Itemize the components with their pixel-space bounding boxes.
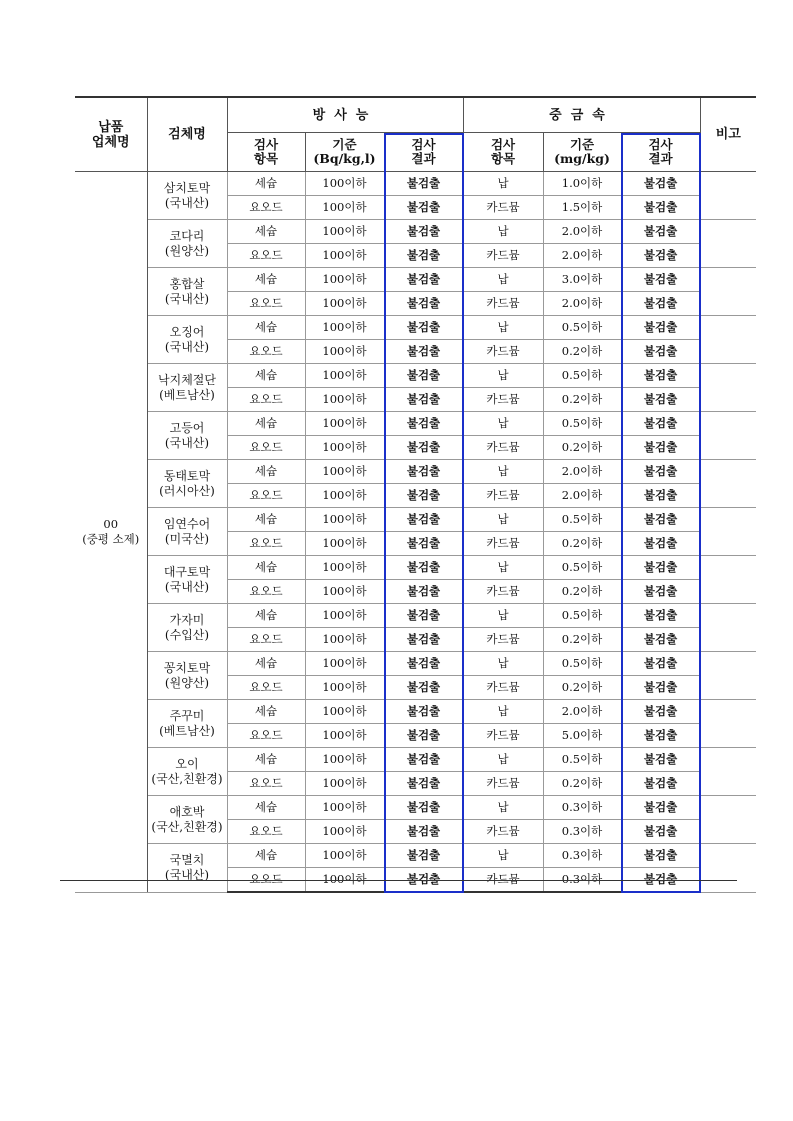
- metal-standard-cell: 0.2이하: [543, 628, 621, 652]
- rad-result-cell: 불검출: [384, 484, 463, 508]
- rad-result-cell: 불검출: [384, 748, 463, 772]
- metal-standard-cell: 0.2이하: [543, 436, 621, 460]
- rad-test-item-cell: 세슘: [227, 316, 305, 340]
- table-row: [75, 796, 756, 820]
- rad-test-item-cell: 세슘: [227, 796, 305, 820]
- rad-result-cell: 불검출: [384, 292, 463, 316]
- table-row: [75, 508, 756, 532]
- metal-test-item-cell: 납: [463, 700, 543, 724]
- rad-standard-cell: 100이하: [305, 436, 384, 460]
- rad-standard-cell: 100이하: [305, 868, 384, 893]
- metal-test-item-cell: 납: [463, 412, 543, 436]
- metal-test-item-cell: 카드뮴: [463, 244, 543, 268]
- rad-test-item-cell: 세슘: [227, 748, 305, 772]
- rad-test-item-cell: 요오드: [227, 676, 305, 700]
- inspection-results-table: [75, 96, 756, 893]
- rad-result-cell: 불검출: [384, 628, 463, 652]
- table-row: [75, 748, 756, 772]
- sample-name-cell: 낙지체절단 (베트남산): [147, 364, 227, 412]
- header-metal-test-item: 검사 항목: [463, 133, 543, 172]
- rad-result-cell: 불검출: [384, 580, 463, 604]
- rad-test-item-cell: 세슘: [227, 268, 305, 292]
- rad-result-cell: 불검출: [384, 556, 463, 580]
- remarks-cell: [700, 556, 756, 604]
- rad-standard-cell: 100이하: [305, 676, 384, 700]
- metal-result-cell: 불검출: [621, 868, 700, 893]
- metal-standard-cell: 2.0이하: [543, 244, 621, 268]
- bottom-rule: [60, 880, 737, 881]
- table-row: [75, 316, 756, 340]
- header-rad-test-item: 검사 항목: [227, 133, 305, 172]
- rad-result-cell: 불검출: [384, 772, 463, 796]
- header-supplier: 납품 업체명: [75, 97, 147, 172]
- rad-result-cell: 불검출: [384, 244, 463, 268]
- table-row: [75, 412, 756, 436]
- rad-standard-cell: 100이하: [305, 652, 384, 676]
- rad-test-item-cell: 요오드: [227, 340, 305, 364]
- metal-standard-cell: 1.0이하: [543, 172, 621, 196]
- rad-result-cell: 불검출: [384, 340, 463, 364]
- sample-name-cell: 오징어 (국내산): [147, 316, 227, 364]
- rad-result-cell: 불검출: [384, 316, 463, 340]
- metal-test-item-cell: 납: [463, 748, 543, 772]
- rad-test-item-cell: 세슘: [227, 172, 305, 196]
- rad-test-item-cell: 요오드: [227, 772, 305, 796]
- rad-result-cell: 불검출: [384, 724, 463, 748]
- metal-test-item-cell: 카드뮴: [463, 580, 543, 604]
- metal-result-cell: 불검출: [621, 364, 700, 388]
- rad-result-cell: 불검출: [384, 652, 463, 676]
- header-heavy-metal: 중금속: [463, 97, 700, 133]
- metal-standard-cell: 0.3이하: [543, 820, 621, 844]
- rad-result-cell: 불검출: [384, 700, 463, 724]
- metal-result-cell: 불검출: [621, 436, 700, 460]
- sample-name-cell: 애호박 (국산,친환경): [147, 796, 227, 844]
- sample-name-cell: 동태토막 (러시아산): [147, 460, 227, 508]
- rad-result-cell: 불검출: [384, 532, 463, 556]
- metal-standard-cell: 0.3이하: [543, 868, 621, 893]
- remarks-cell: [700, 316, 756, 364]
- sample-name-cell: 삼치토막 (국내산): [147, 172, 227, 220]
- metal-standard-cell: 0.2이하: [543, 340, 621, 364]
- rad-result-cell: 불검출: [384, 172, 463, 196]
- metal-test-item-cell: 카드뮴: [463, 820, 543, 844]
- metal-test-item-cell: 납: [463, 316, 543, 340]
- rad-test-item-cell: 요오드: [227, 436, 305, 460]
- metal-result-cell: 불검출: [621, 748, 700, 772]
- rad-result-cell: 불검출: [384, 268, 463, 292]
- rad-result-cell: 불검출: [384, 604, 463, 628]
- rad-standard-cell: 100이하: [305, 556, 384, 580]
- sample-name-cell: 가자미 (수입산): [147, 604, 227, 652]
- metal-test-item-cell: 납: [463, 220, 543, 244]
- rad-standard-cell: 100이하: [305, 316, 384, 340]
- rad-test-item-cell: 세슘: [227, 364, 305, 388]
- metal-test-item-cell: 카드뮴: [463, 676, 543, 700]
- table-row: [75, 268, 756, 292]
- rad-result-cell: 불검출: [384, 364, 463, 388]
- metal-standard-cell: 0.5이하: [543, 508, 621, 532]
- rad-standard-cell: 100이하: [305, 604, 384, 628]
- metal-result-cell: 불검출: [621, 340, 700, 364]
- metal-result-cell: 불검출: [621, 676, 700, 700]
- metal-test-item-cell: 카드뮴: [463, 292, 543, 316]
- rad-standard-cell: 100이하: [305, 292, 384, 316]
- rad-test-item-cell: 요오드: [227, 388, 305, 412]
- metal-test-item-cell: 카드뮴: [463, 772, 543, 796]
- metal-result-cell: 불검출: [621, 460, 700, 484]
- sample-name-cell: 홍합살 (국내산): [147, 268, 227, 316]
- rad-test-item-cell: 요오드: [227, 868, 305, 893]
- rad-test-item-cell: 요오드: [227, 628, 305, 652]
- metal-standard-cell: 5.0이하: [543, 724, 621, 748]
- metal-result-cell: 불검출: [621, 316, 700, 340]
- metal-test-item-cell: 카드뮴: [463, 532, 543, 556]
- results-table-body: [75, 172, 756, 893]
- metal-standard-cell: 2.0이하: [543, 700, 621, 724]
- rad-standard-cell: 100이하: [305, 772, 384, 796]
- rad-test-item-cell: 세슘: [227, 508, 305, 532]
- rad-standard-cell: 100이하: [305, 340, 384, 364]
- metal-result-cell: 불검출: [621, 508, 700, 532]
- metal-test-item-cell: 카드뮴: [463, 388, 543, 412]
- metal-test-item-cell: 납: [463, 604, 543, 628]
- rad-standard-cell: 100이하: [305, 388, 384, 412]
- metal-test-item-cell: 납: [463, 508, 543, 532]
- rad-test-item-cell: 요오드: [227, 244, 305, 268]
- metal-standard-cell: 0.5이하: [543, 412, 621, 436]
- metal-test-item-cell: 납: [463, 796, 543, 820]
- rad-standard-cell: 100이하: [305, 172, 384, 196]
- metal-standard-cell: 0.5이하: [543, 364, 621, 388]
- rad-standard-cell: 100이하: [305, 724, 384, 748]
- metal-standard-cell: 0.5이하: [543, 316, 621, 340]
- remarks-cell: [700, 844, 756, 893]
- sample-name-cell: 임연수어 (미국산): [147, 508, 227, 556]
- metal-result-cell: 불검출: [621, 700, 700, 724]
- metal-result-cell: 불검출: [621, 556, 700, 580]
- remarks-cell: [700, 748, 756, 796]
- metal-test-item-cell: 납: [463, 268, 543, 292]
- rad-standard-cell: 100이하: [305, 700, 384, 724]
- rad-test-item-cell: 세슘: [227, 220, 305, 244]
- remarks-cell: [700, 700, 756, 748]
- remarks-cell: [700, 364, 756, 412]
- metal-result-cell: 불검출: [621, 172, 700, 196]
- metal-result-cell: 불검출: [621, 604, 700, 628]
- rad-test-item-cell: 세슘: [227, 604, 305, 628]
- rad-standard-cell: 100이하: [305, 820, 384, 844]
- metal-standard-cell: 0.2이하: [543, 580, 621, 604]
- rad-result-cell: 불검출: [384, 676, 463, 700]
- sample-name-cell: 고등어 (국내산): [147, 412, 227, 460]
- rad-result-cell: 불검출: [384, 388, 463, 412]
- metal-standard-cell: 0.5이하: [543, 604, 621, 628]
- metal-test-item-cell: 카드뮴: [463, 436, 543, 460]
- metal-standard-cell: 1.5이하: [543, 196, 621, 220]
- metal-standard-cell: 0.2이하: [543, 388, 621, 412]
- rad-standard-cell: 100이하: [305, 796, 384, 820]
- metal-standard-cell: 0.2이하: [543, 532, 621, 556]
- table-row: [75, 220, 756, 244]
- metal-test-item-cell: 카드뮴: [463, 484, 543, 508]
- rad-standard-cell: 100이하: [305, 244, 384, 268]
- rad-test-item-cell: 세슘: [227, 700, 305, 724]
- rad-test-item-cell: 요오드: [227, 820, 305, 844]
- rad-test-item-cell: 세슘: [227, 844, 305, 868]
- rad-standard-cell: 100이하: [305, 460, 384, 484]
- table-row: [75, 556, 756, 580]
- inspection-results-document: [75, 96, 756, 893]
- metal-standard-cell: 0.3이하: [543, 796, 621, 820]
- metal-result-cell: 불검출: [621, 724, 700, 748]
- metal-standard-cell: 0.2이하: [543, 772, 621, 796]
- header-radioactivity: 방사능: [227, 97, 463, 133]
- remarks-cell: [700, 220, 756, 268]
- metal-result-cell: 불검출: [621, 412, 700, 436]
- metal-result-cell: 불검출: [621, 268, 700, 292]
- rad-result-cell: 불검출: [384, 820, 463, 844]
- rad-result-cell: 불검출: [384, 220, 463, 244]
- metal-result-cell: 불검출: [621, 772, 700, 796]
- metal-test-item-cell: 카드뮴: [463, 628, 543, 652]
- metal-test-item-cell: 카드뮴: [463, 196, 543, 220]
- header-metal-standard: 기준 (mg/kg): [543, 133, 621, 172]
- table-row: [75, 460, 756, 484]
- remarks-cell: [700, 460, 756, 508]
- sample-name-cell: 코다리 (원양산): [147, 220, 227, 268]
- metal-test-item-cell: 납: [463, 844, 543, 868]
- rad-test-item-cell: 요오드: [227, 724, 305, 748]
- sample-name-cell: 오이 (국산,친환경): [147, 748, 227, 796]
- metal-result-cell: 불검출: [621, 652, 700, 676]
- rad-test-item-cell: 요오드: [227, 532, 305, 556]
- metal-standard-cell: 2.0이하: [543, 220, 621, 244]
- header-rad-test-result: 검사 결과: [384, 133, 463, 172]
- table-row: [75, 364, 756, 388]
- metal-result-cell: 불검출: [621, 484, 700, 508]
- rad-test-item-cell: 세슘: [227, 652, 305, 676]
- rad-standard-cell: 100이하: [305, 508, 384, 532]
- rad-test-item-cell: 세슘: [227, 412, 305, 436]
- metal-result-cell: 불검출: [621, 220, 700, 244]
- sample-name-cell: 주꾸미 (베트남산): [147, 700, 227, 748]
- metal-result-cell: 불검출: [621, 844, 700, 868]
- rad-standard-cell: 100이하: [305, 628, 384, 652]
- table-row: [75, 604, 756, 628]
- metal-standard-cell: 2.0이하: [543, 292, 621, 316]
- metal-standard-cell: 2.0이하: [543, 484, 621, 508]
- metal-test-item-cell: 납: [463, 364, 543, 388]
- remarks-cell: [700, 412, 756, 460]
- rad-standard-cell: 100이하: [305, 268, 384, 292]
- metal-test-item-cell: 납: [463, 556, 543, 580]
- remarks-cell: [700, 796, 756, 844]
- rad-result-cell: 불검출: [384, 436, 463, 460]
- metal-test-item-cell: 납: [463, 460, 543, 484]
- header-remarks: 비고: [700, 97, 756, 172]
- metal-result-cell: 불검출: [621, 580, 700, 604]
- table-row: [75, 652, 756, 676]
- rad-test-item-cell: 요오드: [227, 292, 305, 316]
- supplier-cell: 00 (중평 소제): [75, 172, 147, 893]
- rad-test-item-cell: 세슘: [227, 556, 305, 580]
- metal-result-cell: 불검출: [621, 532, 700, 556]
- metal-standard-cell: 0.5이하: [543, 748, 621, 772]
- metal-test-item-cell: 카드뮴: [463, 340, 543, 364]
- rad-result-cell: 불검출: [384, 844, 463, 868]
- metal-test-item-cell: 납: [463, 652, 543, 676]
- rad-standard-cell: 100이하: [305, 844, 384, 868]
- metal-test-item-cell: 카드뮴: [463, 868, 543, 893]
- table-row: [75, 844, 756, 868]
- remarks-cell: [700, 172, 756, 220]
- metal-test-item-cell: 카드뮴: [463, 724, 543, 748]
- rad-standard-cell: 100이하: [305, 532, 384, 556]
- rad-standard-cell: 100이하: [305, 580, 384, 604]
- rad-standard-cell: 100이하: [305, 748, 384, 772]
- metal-standard-cell: 0.2이하: [543, 676, 621, 700]
- rad-result-cell: 불검출: [384, 868, 463, 893]
- header-sample-name: 검체명: [147, 97, 227, 172]
- rad-standard-cell: 100이하: [305, 364, 384, 388]
- remarks-cell: [700, 652, 756, 700]
- remarks-cell: [700, 508, 756, 556]
- rad-test-item-cell: 요오드: [227, 484, 305, 508]
- rad-standard-cell: 100이하: [305, 220, 384, 244]
- rad-result-cell: 불검출: [384, 796, 463, 820]
- metal-test-item-cell: 납: [463, 172, 543, 196]
- metal-standard-cell: 0.5이하: [543, 652, 621, 676]
- metal-result-cell: 불검출: [621, 388, 700, 412]
- rad-result-cell: 불검출: [384, 412, 463, 436]
- rad-test-item-cell: 요오드: [227, 196, 305, 220]
- rad-result-cell: 불검출: [384, 196, 463, 220]
- metal-result-cell: 불검출: [621, 820, 700, 844]
- sample-name-cell: 꽁치토막 (원양산): [147, 652, 227, 700]
- sample-name-cell: 대구토막 (국내산): [147, 556, 227, 604]
- metal-result-cell: 불검출: [621, 796, 700, 820]
- metal-result-cell: 불검출: [621, 628, 700, 652]
- metal-standard-cell: 0.3이하: [543, 844, 621, 868]
- metal-standard-cell: 2.0이하: [543, 460, 621, 484]
- metal-standard-cell: 0.5이하: [543, 556, 621, 580]
- remarks-cell: [700, 268, 756, 316]
- remarks-cell: [700, 604, 756, 652]
- table-row: [75, 700, 756, 724]
- rad-test-item-cell: 요오드: [227, 580, 305, 604]
- header-metal-test-result: 검사 결과: [621, 133, 700, 172]
- rad-standard-cell: 100이하: [305, 412, 384, 436]
- rad-test-item-cell: 세슘: [227, 460, 305, 484]
- rad-standard-cell: 100이하: [305, 196, 384, 220]
- rad-result-cell: 불검출: [384, 460, 463, 484]
- sample-name-cell: 국멸치 (국내산): [147, 844, 227, 893]
- header-rad-standard: 기준 (Bq/kg,l): [305, 133, 384, 172]
- table-row: [75, 172, 756, 196]
- metal-result-cell: 불검출: [621, 196, 700, 220]
- metal-standard-cell: 3.0이하: [543, 268, 621, 292]
- metal-result-cell: 불검출: [621, 292, 700, 316]
- rad-result-cell: 불검출: [384, 508, 463, 532]
- rad-standard-cell: 100이하: [305, 484, 384, 508]
- metal-result-cell: 불검출: [621, 244, 700, 268]
